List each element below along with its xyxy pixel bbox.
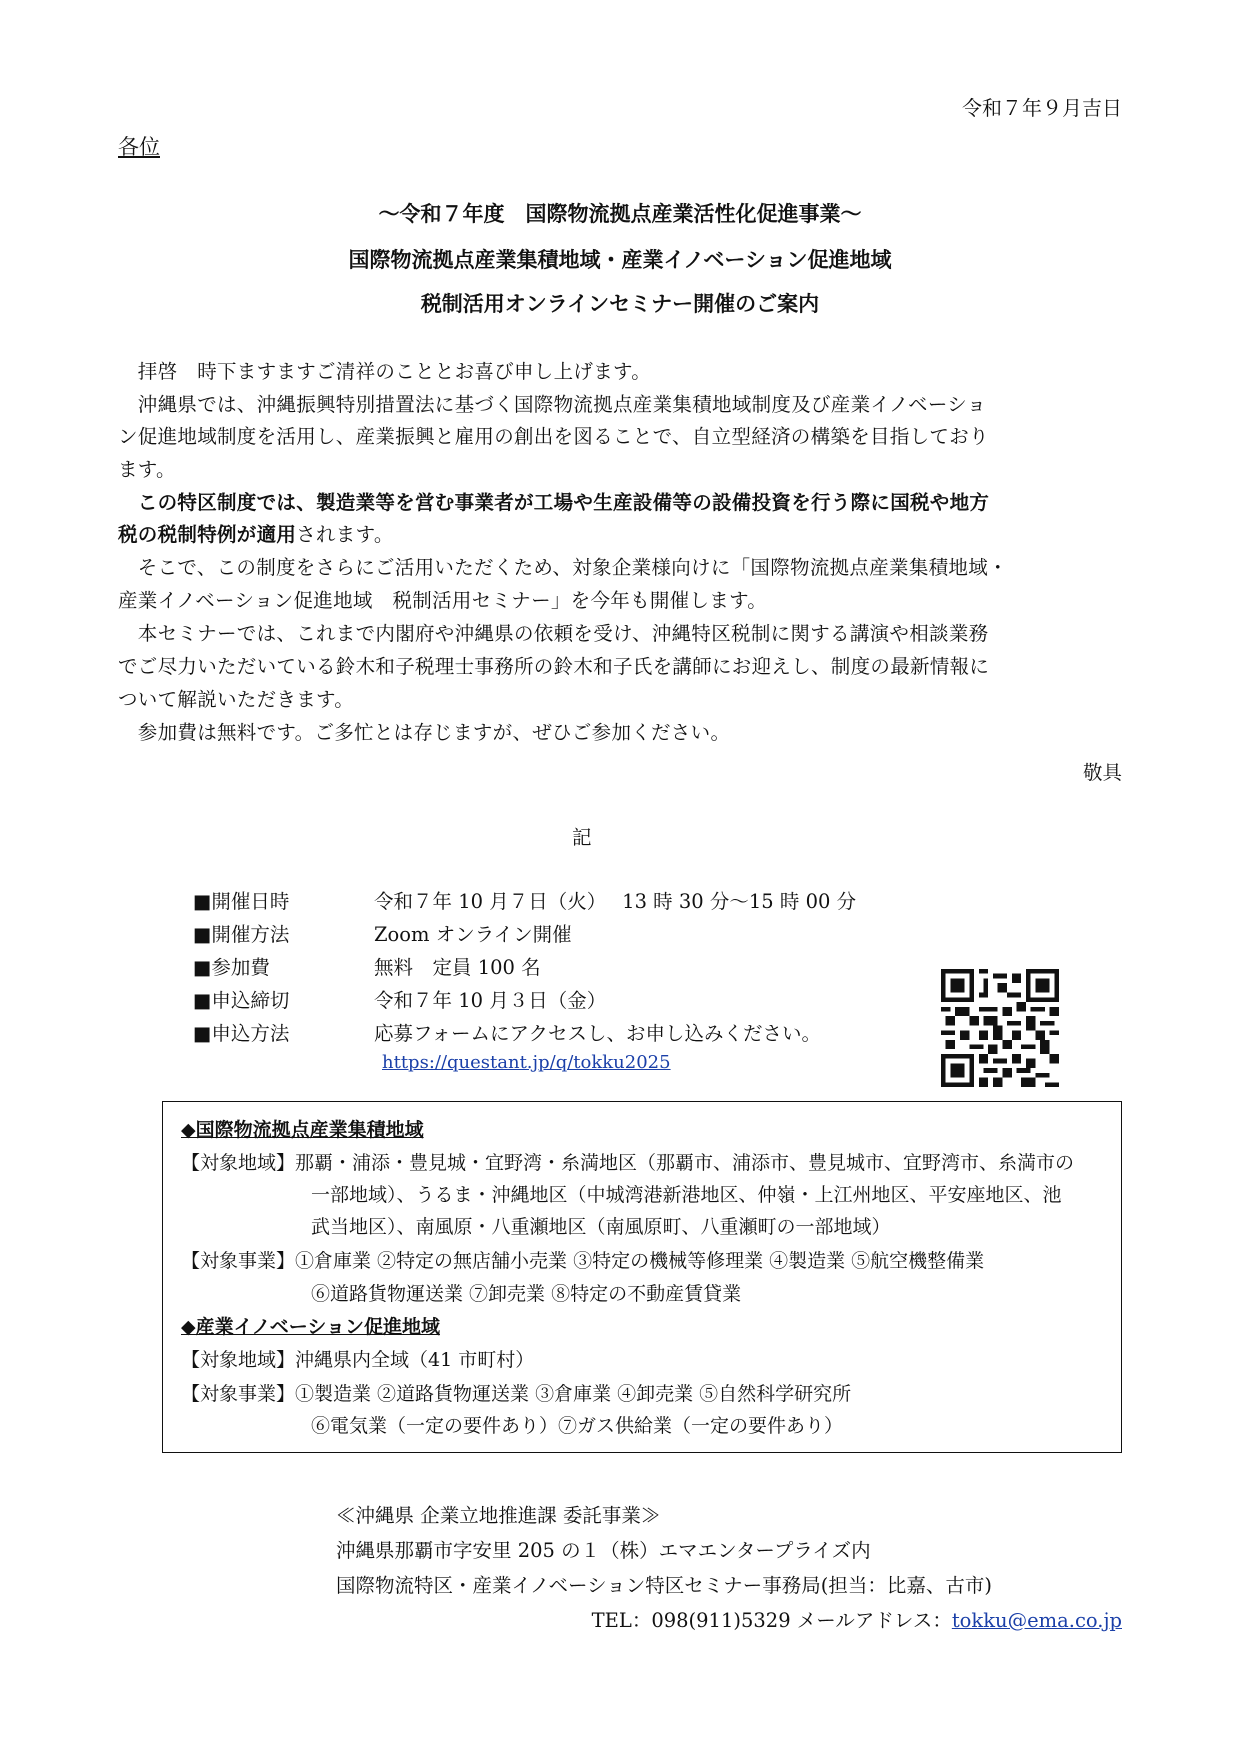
- body-paragraph-1-line-1: 沖縄県では、沖縄振興特別措置法に基づく国際物流拠点産業集積地域制度及び産業イノベーショ: [118, 393, 987, 416]
- title-line-3: 税制活用オンラインセミナー開催のご案内: [420, 292, 820, 316]
- body-paragraph-1-line-2: ン促進地域制度を活用し、産業振興と雇用の創出を図ることで、自立型経済の構築を目指しており: [118, 425, 989, 448]
- area-1-business-line-2: ⑥道路貨物運送業 ⑦卸売業 ⑧特定の不動産賃貸業: [311, 1283, 742, 1305]
- footer-address: 沖縄県那覇市字安里 205 の１（株）エマエンタープライズ内: [336, 1539, 871, 1562]
- title-line-1: ～令和７年度 国際物流拠点産業活性化促進事業～: [378, 202, 862, 226]
- detail-value-deadline: 令和７年 10 月３日（金）: [374, 989, 607, 1012]
- area-1-region-line-3: 武当地区）、南風原・八重瀬地区（南風原町、八重瀬町の一部地域）: [311, 1216, 891, 1238]
- detail-value-fee: 無料 定員 100 名: [374, 956, 541, 979]
- body-paragraph-4-line-3: ついて解説いただきます。: [118, 688, 355, 711]
- footer-contact: [592, 1605, 1122, 1633]
- footer-tel: TEL：098(911)5329 メールアドレス：: [591, 1609, 952, 1632]
- footer-office: 国際物流特区・産業イノベーション特区セミナー事務局(担当：比嘉、古市): [336, 1574, 992, 1597]
- body-paragraph-4-line-1: 本セミナーでは、これまで内閣府や沖縄県の依頼を受け、沖縄特区税制に関する講演や相談業務: [118, 622, 989, 645]
- apply-form-link[interactable]: https://questant.jp/q/tokku2025: [382, 1052, 671, 1073]
- tax-special-highlight: 税の税制特例が適用: [118, 523, 297, 546]
- area-1-business-line-1: 【対象事業】①倉庫業 ②特定の無店舗小売業 ③特定の機械等修理業 ④製造業 ⑤航空機整備業: [181, 1250, 985, 1272]
- addressee: 各位: [118, 135, 160, 159]
- title-line-2: 国際物流拠点産業集積地域・産業イノベーション促進地域: [348, 248, 892, 272]
- area-2-heading: ◆産業イノベーション促進地域: [181, 1316, 440, 1338]
- area-2-business-line-2: ⑥電気業（一定の要件あり）⑦ガス供給業（一定の要件あり）: [311, 1415, 844, 1437]
- detail-label-date: ■開催日時: [193, 890, 290, 913]
- target-area-box: [162, 1101, 1122, 1453]
- detail-label-method: ■開催方法: [193, 923, 290, 946]
- footer-commission: ≪沖縄県 企業立地推進課 委託事業≫: [336, 1504, 661, 1527]
- area-2-region: 【対象地域】沖縄県内全域（41 市町村）: [181, 1349, 535, 1371]
- detail-value-method: Zoom オンライン開催: [374, 923, 572, 946]
- body-paragraph-4-line-2: でご尽力いただいている鈴木和子税理士事務所の鈴木和子氏を講師にお迎えし、制度の最新情報に: [118, 655, 990, 678]
- area-1-heading: ◆国際物流拠点産業集積地域: [181, 1119, 424, 1141]
- body-paragraph-2-tail: されます。: [296, 523, 394, 546]
- area-2-business-line-1: 【対象事業】①製造業 ②道路貨物運送業 ③倉庫業 ④卸売業 ⑤自然科学研究所: [181, 1383, 852, 1405]
- detail-label-fee: ■参加費: [193, 956, 270, 979]
- area-1-region-line-2: 一部地域）、うるま・沖縄地区（中城湾港新港地区、仲嶺・上江州地区、平安座地区、池: [311, 1184, 1062, 1206]
- body-paragraph-3-line-2: 産業イノベーション促進地域 税制活用セミナー」を今年も開催します。: [118, 589, 768, 612]
- document-date: 令和７年９月吉日: [962, 96, 1122, 120]
- body-paragraph-1-line-3: ます。: [118, 458, 176, 481]
- detail-label-deadline: ■申込締切: [193, 989, 290, 1012]
- email-link[interactable]: tokku@ema.co.jp: [951, 1609, 1122, 1632]
- ki-heading: 記: [572, 826, 592, 849]
- detail-value-date: 令和７年 10 月７日（火） 13 時 30 分～15 時 00 分: [374, 890, 857, 913]
- qr-code-icon[interactable]: [941, 969, 1059, 1087]
- greeting-line: 拝啓 時下ますますご清祥のこととお喜び申し上げます。: [118, 360, 652, 383]
- detail-label-apply: ■申込方法: [193, 1022, 290, 1045]
- body-paragraph-5: 参加費は無料です。ご多忙とは存じますが、ぜひご参加ください。: [118, 721, 731, 744]
- detail-value-apply: 応募フォームにアクセスし、お申し込みください。: [374, 1022, 821, 1045]
- closing-keigu: 敬具: [1082, 761, 1122, 784]
- body-paragraph-3-line-1: そこで、この制度をさらにご活用いただくため、対象企業様向けに「国際物流拠点産業集積地域・: [118, 556, 1008, 579]
- body-paragraph-2-line-2: [118, 519, 394, 547]
- area-1-region-line-1: 【対象地域】那覇・浦添・豊見城・宜野湾・糸満地区（那覇市、浦添市、豊見城市、宜野湾市、糸満市の: [181, 1152, 1075, 1174]
- body-paragraph-2-line-1: この特区制度では、製造業等を営む事業者が工場や生産設備等の設備投資を行う際に国税や地方: [118, 491, 990, 514]
